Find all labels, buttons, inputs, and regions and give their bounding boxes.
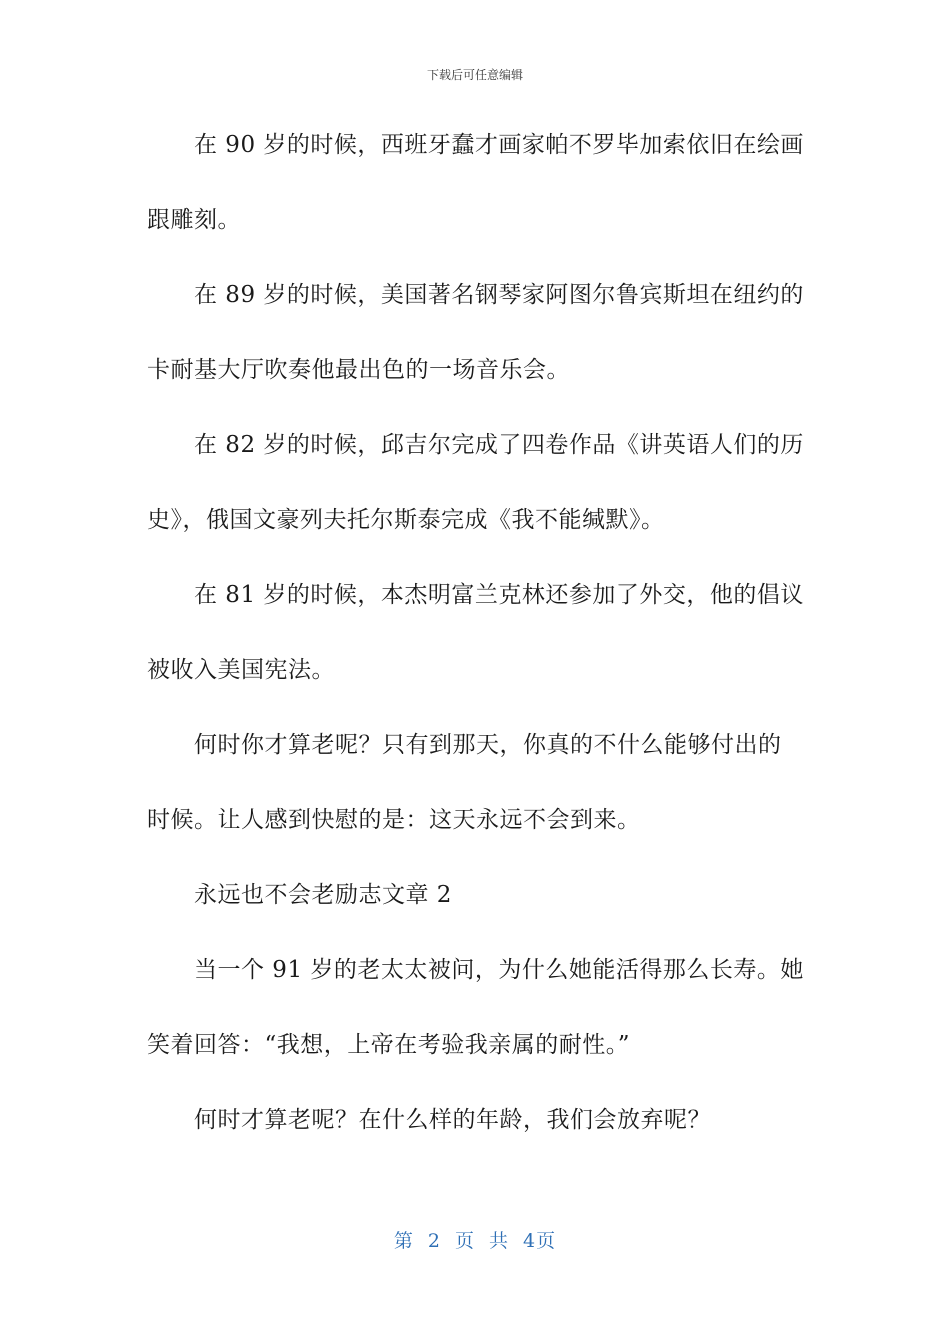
footer-page-unit: 页 (454, 1230, 475, 1252)
paragraph-line: 被收入美国宪法。 (147, 657, 335, 683)
paragraph-line: 何时你才算老呢？只有到那天，你真的不什么能够付出的 (194, 732, 782, 758)
page-footer (0, 1226, 950, 1253)
paragraph-line: 跟雕刻。 (147, 207, 241, 233)
footer-total-pages: 4页 (523, 1230, 557, 1252)
footer-total-label: 共 (489, 1230, 510, 1252)
footer-current-page: 2 (427, 1230, 441, 1252)
paragraph-line: 卡耐基大厅吹奏他最出色的一场音乐会。 (147, 357, 570, 383)
paragraph-line: 当一个 91 岁的老太太被问，为什么她能活得那么长寿。她 (194, 957, 804, 983)
paragraph-line: 史》，俄国文豪列夫托尔斯泰完成《我不能缄默》。 (147, 507, 665, 533)
page-header: 下载后可任意编辑 (426, 68, 523, 82)
paragraph-line: 何时才算老呢？在什么样的年龄，我们会放弃呢？ (194, 1107, 711, 1133)
paragraph-line: 在 89 岁的时候，美国著名钢琴家阿图尔鲁宾斯坦在纽约的 (194, 282, 804, 308)
paragraph-line: 时候。让人感到快慰的是：这天永远不会到来。 (147, 807, 641, 833)
paragraph-line: 笑着回答：“我想，上帝在考验我亲属的耐性。” (147, 1032, 631, 1058)
paragraph-line: 在 90 岁的时候，西班牙蠢才画家帕不罗毕加索依旧在绘画 (194, 132, 804, 158)
paragraph-line: 在 81 岁的时候，本杰明富兰克林还参加了外交，他的倡议 (194, 582, 804, 608)
footer-page-label: 第 (393, 1230, 414, 1252)
paragraph-line: 在 82 岁的时候，邱吉尔完成了四卷作品《讲英语人们的历 (194, 432, 804, 458)
section-heading: 永远也不会老励志文章 2 (194, 882, 452, 908)
